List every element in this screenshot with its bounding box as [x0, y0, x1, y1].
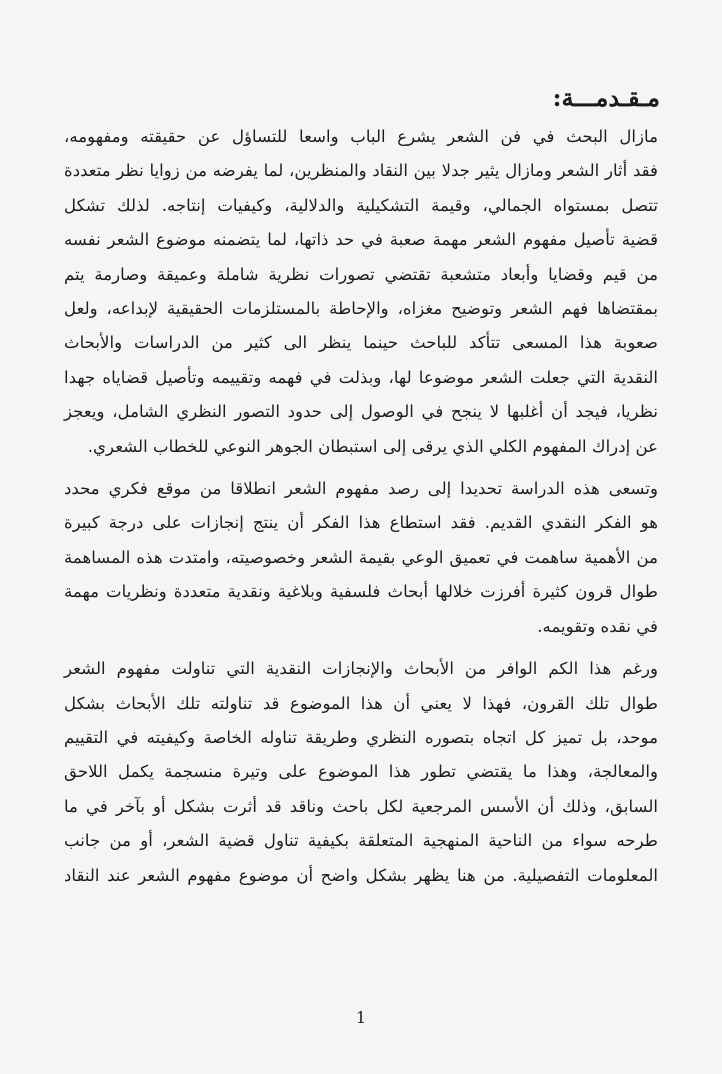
text-line: من الأهمية ساهمت في تعميق الوعي بقيمة الشعر وخصوصيته، وامتدت هذه المساهمة	[64, 547, 658, 567]
page-number: 1	[355, 1008, 367, 1027]
text-line: صعوبة هذا المسعى تتأكد للباحث حينما ينظر الى كثير من الدراسات والأبحاث	[64, 333, 658, 353]
body-text	[64, 120, 658, 893]
text-line: من قيم وقضايا وأبعاد متشعبة تقتضي تصورات نظرية شاملة وعميقة وصارمة يتم	[64, 264, 658, 284]
text-line: السابق، وذلك أن الأسس المرجعية لكل باحث وناقد قد أثرت بشكل أو بآخر في ما	[64, 796, 658, 816]
section-heading: مـقـدمـــة:	[552, 83, 660, 112]
text-line: مازال البحث في فن الشعر يشرع الباب واسعا للتساؤل عن حقيقته ومفهومه،	[64, 127, 658, 146]
text-line: هو الفكر النقدي القديم. فقد استطاع هذا الفكر أن ينتج إنجازات على درجة كبيرة	[64, 513, 658, 533]
text-line: في نقده وتقويمه.	[537, 616, 658, 636]
text-line: قضية تأصيل مفهوم الشعر مهمة صعبة في حد ذاتها، لما يتضمنه موضوع الشعر نفسه	[64, 230, 658, 250]
paragraph-2	[64, 472, 658, 644]
text-line: نظريا، فيجد أن أغلبها لا ينجح في الوصول إلى حدود التصور النظري الشامل، ويعجز	[64, 402, 658, 422]
paragraph-3	[64, 652, 658, 893]
paragraph-1	[64, 120, 658, 464]
text-line: بمقتضاها فهم الشعر وتوضيح مغزاه، والإحاطة بالمستلزمات الحقيقية لإبداعه، ولعل	[64, 299, 658, 319]
text-line: تتصل بمستواه الجمالي، وقيمة التشكيلية والدلالية، وكيفيات إنتاجه. لذلك تشكل	[64, 195, 658, 215]
text-line: والمعالجة، وهذا ما يقتضي تطور هذا الموضوع على وتيرة منسجمة يكمل اللاحق	[64, 762, 658, 782]
text-line: وتسعى هذه الدراسة تحديدا إلى رصد مفهوم الشعر انطلاقا من موقع فكري محدد	[64, 479, 658, 499]
text-line: طوال تلك القرون، فهذا لا يعني أن هذا الموضوع قد تناولته تلك الأبحاث بشكل	[64, 693, 658, 713]
text-line: المعلومات التفصيلية. من هنا يظهر بشكل واضح أن موضوع مفهوم الشعر عند النقاد	[64, 865, 658, 885]
text-line: عن إدراك المفهوم الكلي الذي يرقى إلى استبطان الجوهر النوعي للخطاب الشعري.	[87, 436, 658, 456]
text-line: فقد أثار الشعر ومازال يثير جدلا بين النقاد والمنظرين، لما يفرضه من زوايا نظر متعددة	[64, 161, 658, 181]
text-line: موحد، بل تميز كل اتجاه بتصوره النظري وطريقة تناوله الخاصة وكيفيته في التقييم	[64, 727, 658, 747]
text-line: ورغم هذا الكم الوافر من الأبحاث والإنجازات النقدية التي تناولت مفهوم الشعر	[64, 659, 659, 679]
text-line: طرحه سواء من الناحية المنهجية المتعلقة بكيفية تناول قضية الشعر، أو من جانب	[64, 831, 658, 851]
text-line: النقدية التي جعلت الشعر موضوعا لها، وبذلت في فهمه وتقييمه وتأصيل قضاياه جهدا	[64, 367, 658, 387]
text-line: طوال قرون كثيرة أفرزت خلالها أبحاث فلسفية وبلاغية ونقدية متعددة ونظريات مهمة	[64, 582, 658, 602]
